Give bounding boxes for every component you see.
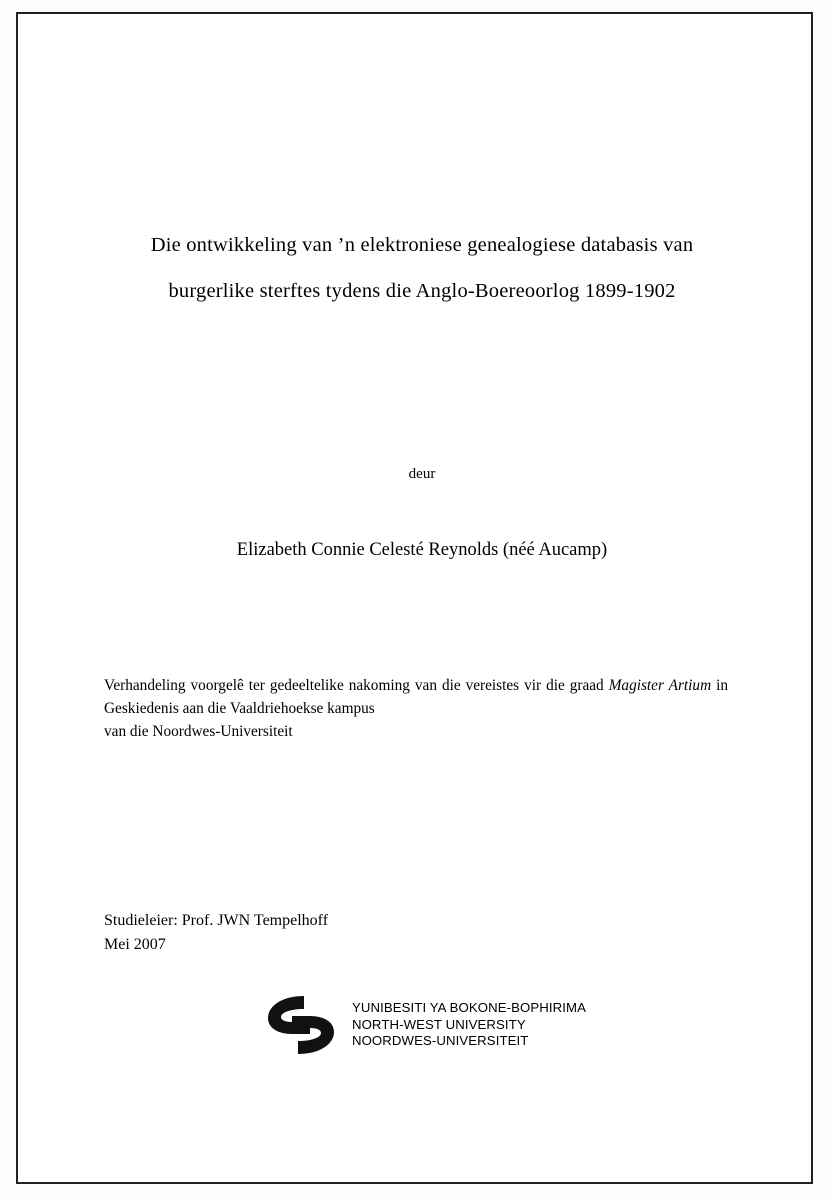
page-border bbox=[16, 12, 813, 1184]
date-line: Mei 2007 bbox=[104, 936, 166, 953]
logo-line-2: NORTH-WEST UNIVERSITY bbox=[351, 1016, 526, 1032]
page-title bbox=[102, 222, 742, 314]
logo-line-1: YUNIBESITI YA BOKONE-BOPHIRIMA bbox=[351, 1000, 587, 1016]
title-line-1: Die ontwikkeling van ’n elektroniese genealogiese databasis van bbox=[150, 234, 694, 256]
supervisor-block bbox=[104, 909, 724, 957]
logo-text-block bbox=[352, 1000, 586, 1050]
statement-part-2: in Geskiedenis aan die Vaaldriehoekse kampus bbox=[104, 677, 728, 717]
statement-part-3: van die Noordwes-Universiteit bbox=[104, 723, 293, 740]
statement-part-1: Verhandeling voorgelê ter gedeeltelike nakoming van die vereistes vir die graad bbox=[104, 677, 609, 694]
logo-line-3: NOORDWES-UNIVERSITEIT bbox=[351, 1033, 529, 1049]
author-name: Elizabeth Connie Celesté Reynolds (néé Aucamp) bbox=[236, 540, 608, 560]
title-page-content bbox=[102, 54, 742, 1144]
supervisor-line: Studieleier: Prof. JWN Tempelhoff bbox=[104, 912, 329, 929]
nwu-logo-icon bbox=[258, 992, 344, 1058]
degree-statement bbox=[104, 674, 728, 743]
by-label: deur bbox=[408, 466, 436, 482]
university-logo bbox=[102, 992, 742, 1058]
degree-name: Magister Artium bbox=[608, 677, 712, 694]
title-line-2: burgerlike sterftes tydens die Anglo-Boereoorlog 1899-1902 bbox=[168, 280, 676, 302]
